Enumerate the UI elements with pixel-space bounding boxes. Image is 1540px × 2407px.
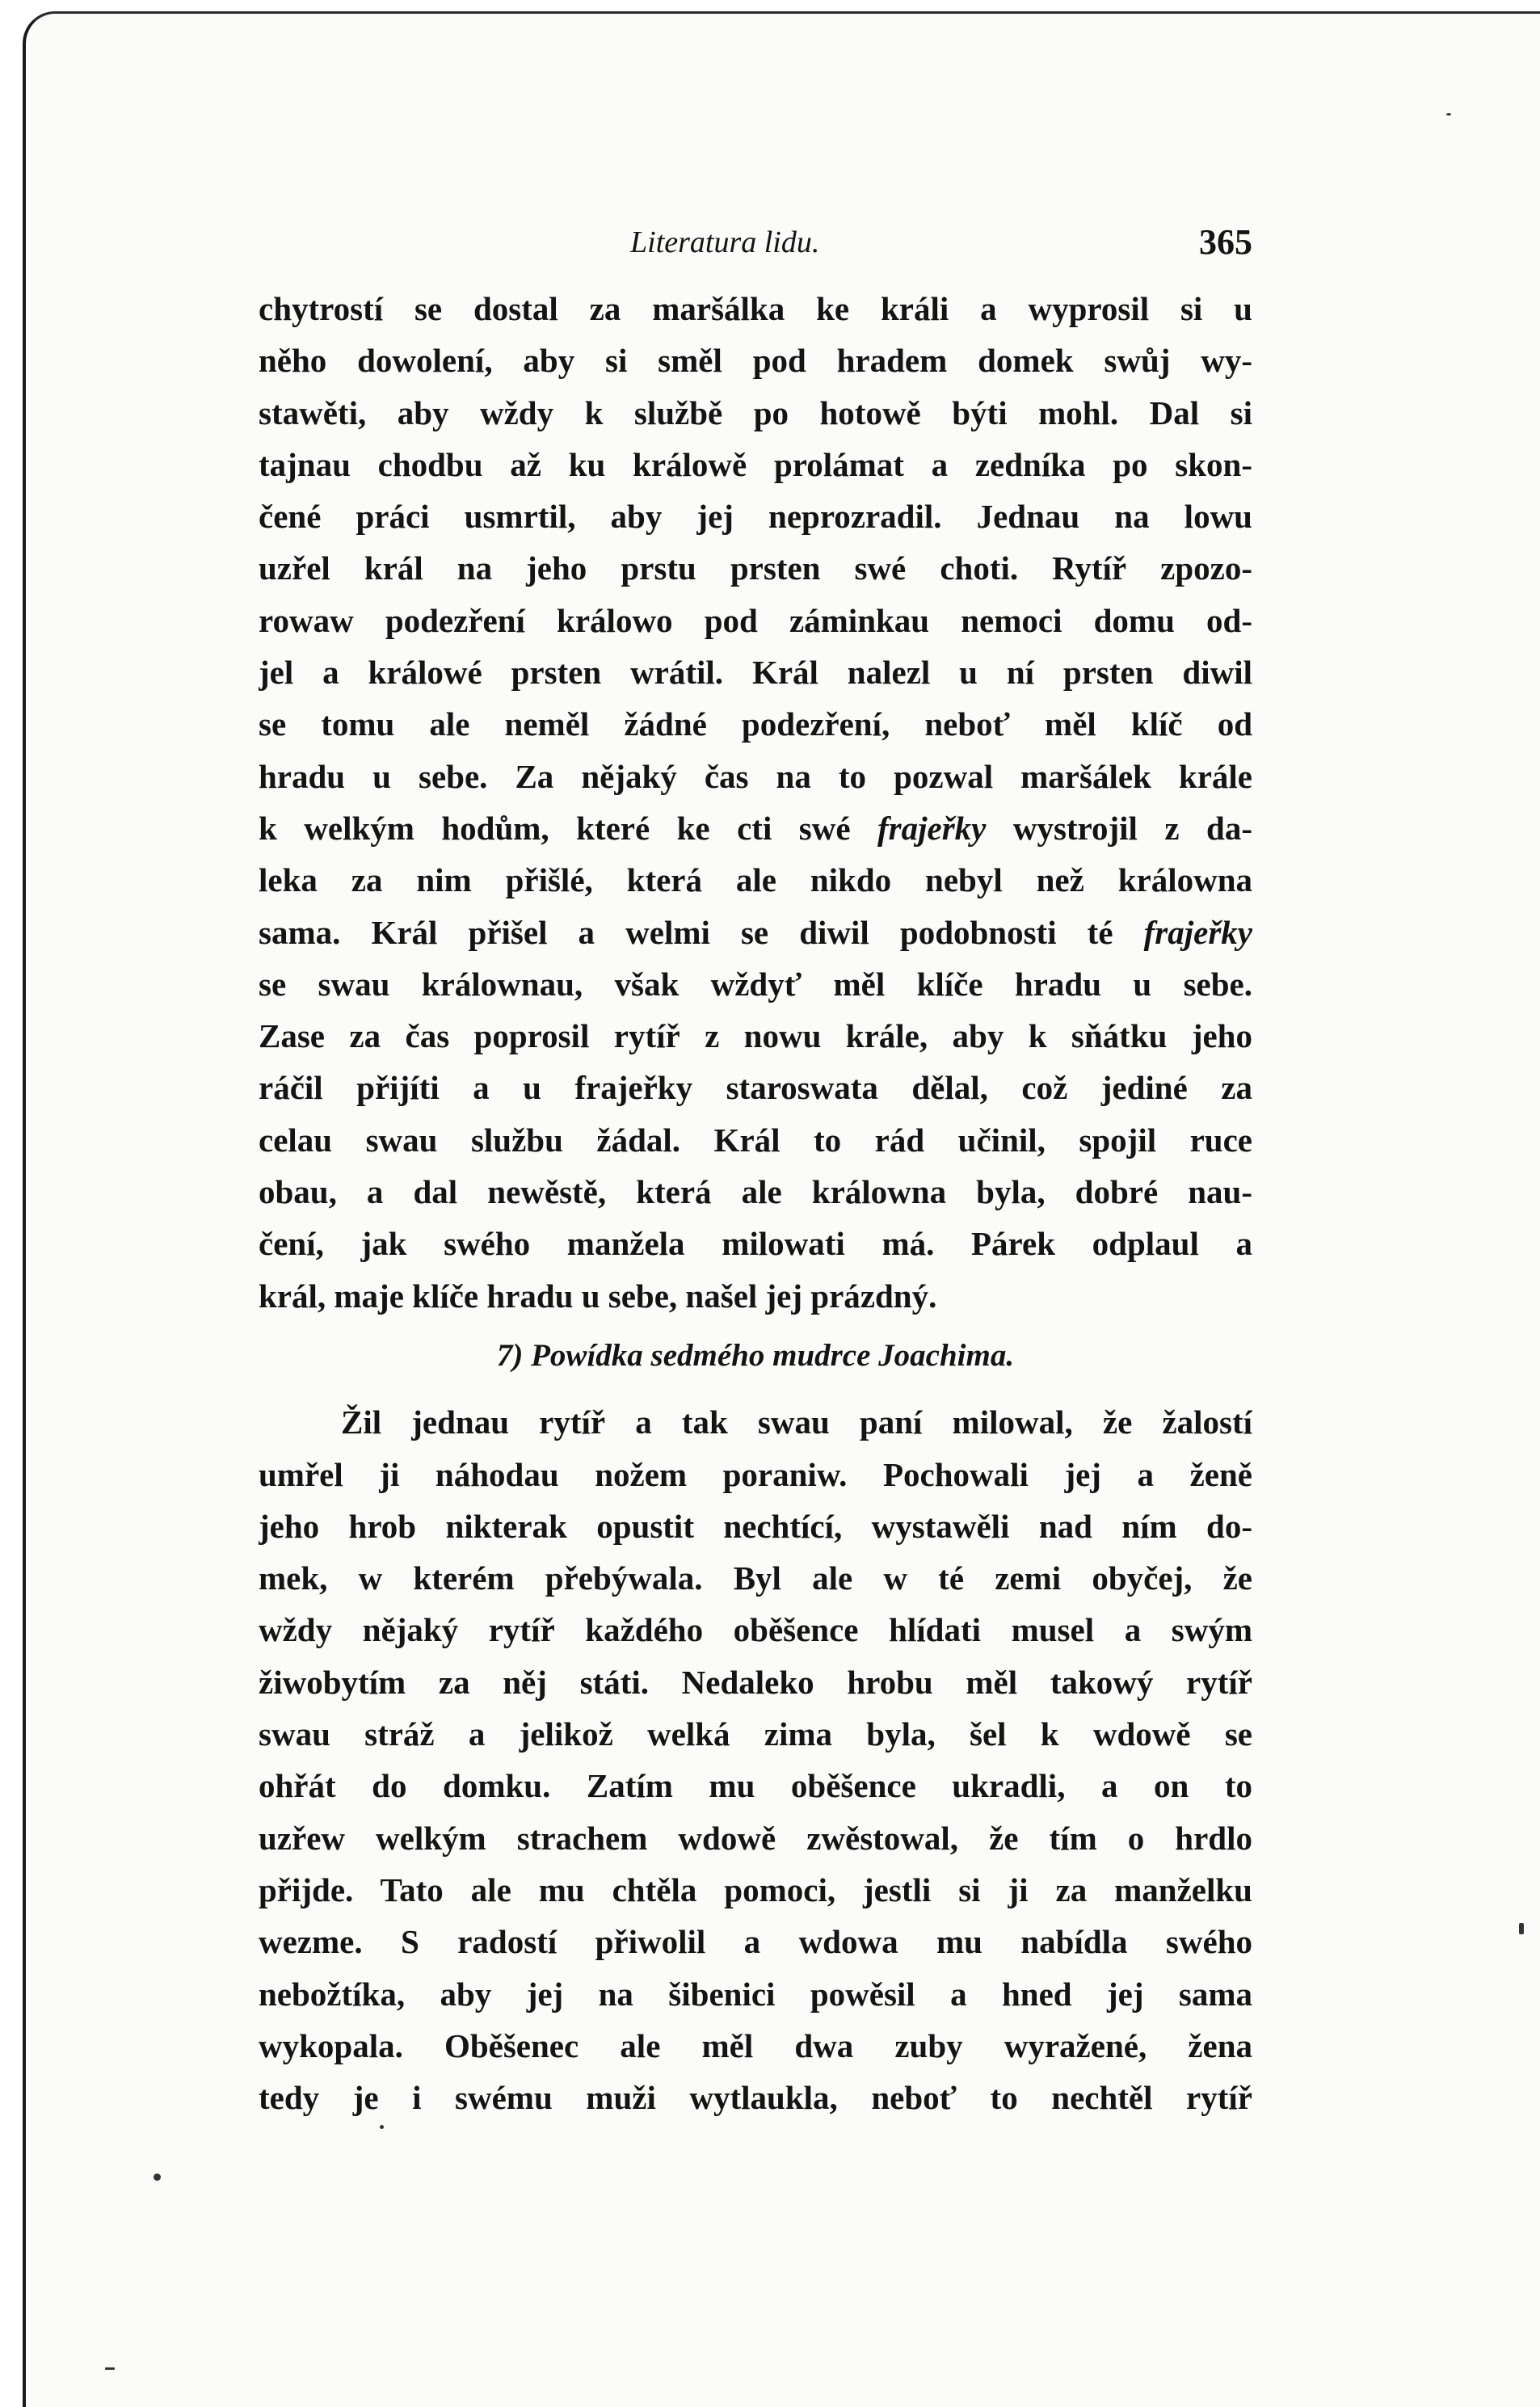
scan-speck bbox=[380, 2125, 384, 2129]
text-line: nebožtíka, aby jej na šibenici powěsil a hned jej sama bbox=[259, 1975, 1252, 2013]
running-title: Literatura lidu. bbox=[630, 225, 820, 259]
text-line: leka za nim přišlé, která ale nikdo nebyl než králowna bbox=[259, 861, 1252, 899]
text-line: mek, w kterém přebýwala. Byl ale w té zemi obyčej, že bbox=[259, 1559, 1252, 1597]
text-line: něho dowolení, aby si směl pod hradem domek swůj wy- bbox=[259, 342, 1252, 380]
body-text bbox=[259, 283, 1252, 2123]
scan-speck bbox=[1519, 1923, 1524, 1934]
text-line: hradu u sebe. Za nějaký čas na to pozwal maršálek krále bbox=[259, 757, 1252, 795]
text-line: wykopala. Oběšenec ale měl dwa zuby wyražené, žena bbox=[259, 2026, 1252, 2064]
scan-speck bbox=[154, 2173, 161, 2181]
text-line: Žil jednau rytíř a tak swau paní milowal, že žalostí bbox=[341, 1403, 1252, 1441]
text-line: tedy je i swému muži wytlaukla, neboť to nechtěl rytíř bbox=[259, 2079, 1252, 2117]
text-line: celau swau službu žádal. Král to rád učinil, spojil ruce bbox=[259, 1121, 1252, 1159]
text-line: jeho hrob nikterak opustit nechtící, wystawěli nad ním do- bbox=[259, 1507, 1252, 1545]
text-line: umřel ji náhodau nožem poraniw. Pochowali jej a ženě bbox=[259, 1455, 1252, 1493]
text-line: obau, a dal newěstě, která ale králowna byla, dobré nau- bbox=[259, 1173, 1252, 1211]
text-line: stawěti, aby wždy k službě po hotowě býti mohl. Dal si bbox=[259, 393, 1252, 431]
text-run: wystrojil z da- bbox=[986, 809, 1252, 847]
text-line: Zase za čas poprosil rytíř z nowu krále, aby k sňátku jeho bbox=[259, 1017, 1252, 1055]
text-line: swau stráž a jelikož welká zima byla, šel k wdowě se bbox=[259, 1715, 1252, 1753]
scan-speck bbox=[105, 2367, 115, 2370]
text-run: sama. Král přišel a welmi se diwil podobnosti té bbox=[259, 913, 1144, 951]
page-header bbox=[259, 218, 1252, 267]
text-line: žiwobytím za něj státi. Nedaleko hrobu měl takowý rytíř bbox=[259, 1663, 1252, 1701]
text-line: tajnau chodbu až ku králowě prolámat a zedníka po skon- bbox=[259, 445, 1252, 483]
text-line bbox=[259, 802, 1252, 854]
text-line: čení, jak swého manžela milowati má. Párek odplaul a bbox=[259, 1225, 1252, 1263]
text-line: čené práci usmrtil, aby jej neprozradil. Jednau na lowu bbox=[259, 498, 1252, 536]
text-line: rowaw podezření králowo pod záminkau nemoci domu od- bbox=[259, 601, 1252, 639]
scan-speck bbox=[1446, 113, 1451, 116]
text-line: přijde. Tato ale mu chtěla pomoci, jestli si ji za manželku bbox=[259, 1870, 1252, 1908]
text-line: wezme. S radostí přiwolil a wdowa mu nabídla swého bbox=[259, 1923, 1252, 1961]
text-run: k welkým hodům, které ke cti swé bbox=[259, 809, 878, 847]
text-line: se swau králownau, však wždyť měl klíče hradu u sebe. bbox=[259, 965, 1252, 1003]
text-line: ohřát do domku. Zatím mu oběšence ukradli, a on to bbox=[259, 1767, 1252, 1805]
page-number: 365 bbox=[1199, 222, 1252, 262]
emphasized-word: frajeřky bbox=[1143, 913, 1252, 951]
text-line: uzřel král na jeho prstu prsten swé choti. Rytíř zpozo- bbox=[259, 549, 1252, 587]
text-line: ráčil přijíti a u frajeřky staroswata dělal, což jediné za bbox=[259, 1069, 1252, 1107]
text-line: uzřew welkým strachem wdowě zwěstowal, že tím o hrdlo bbox=[259, 1819, 1252, 1857]
text-line: král, maje klíče hradu u sebe, našel jej prázdný. bbox=[259, 1277, 937, 1315]
text-line: wždy nějaký rytíř každého oběšence hlídati musel a swým bbox=[259, 1611, 1252, 1649]
text-line: chytrostí se dostal za maršálka ke králi a wyprosil si u bbox=[259, 290, 1252, 327]
section-heading: 7) Powídka sedmého mudrce Joachima. bbox=[496, 1337, 1015, 1373]
emphasized-word: frajeřky bbox=[877, 809, 987, 847]
text-line: jel a králowé prsten wrátil. Král nalezl u ní prsten diwil bbox=[259, 654, 1252, 692]
text-line bbox=[259, 907, 1252, 958]
text-line: se tomu ale neměl žádné podezření, neboť měl klíč od bbox=[259, 705, 1252, 743]
